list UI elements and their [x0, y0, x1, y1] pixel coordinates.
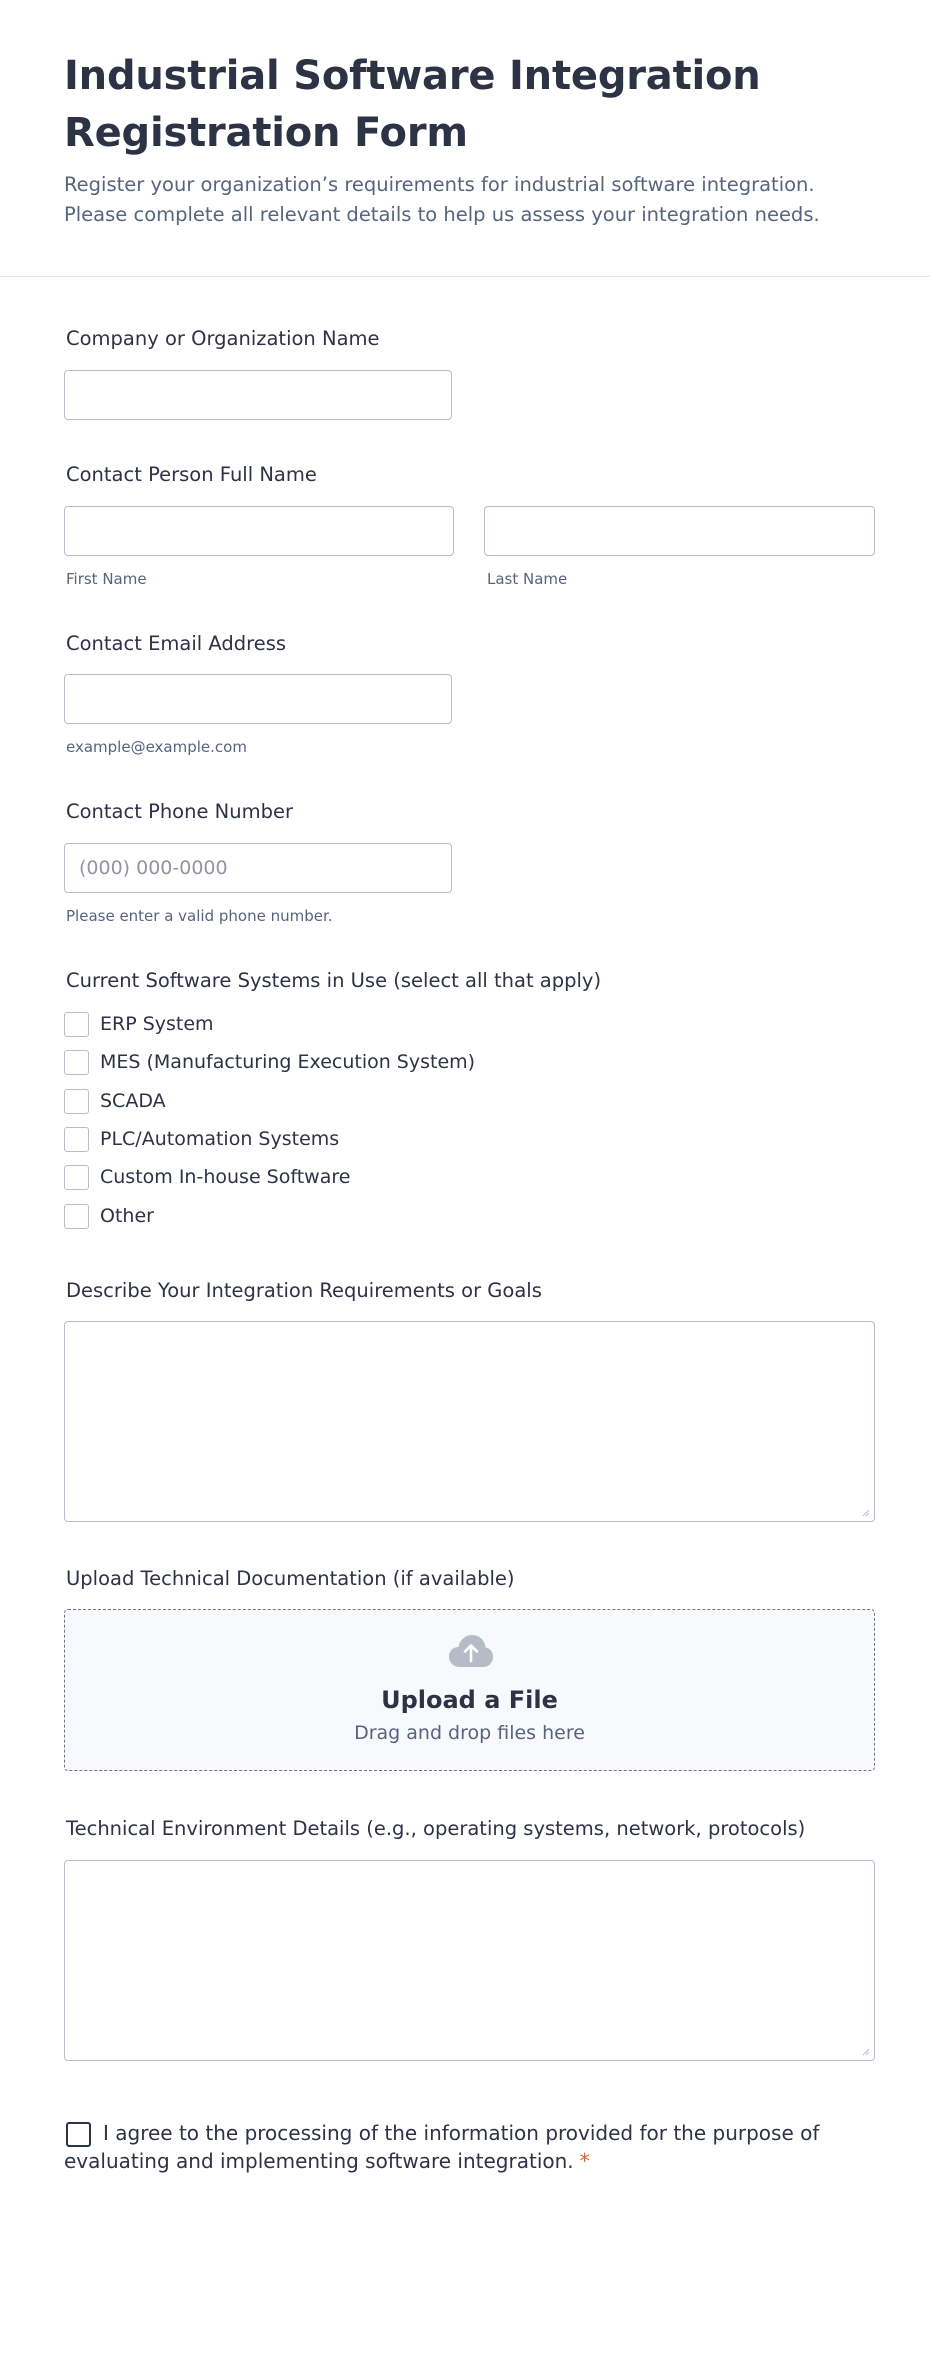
form-header	[64, 48, 874, 230]
checkbox-erp[interactable]	[64, 1011, 214, 1037]
resize-handle-icon[interactable]	[862, 2048, 870, 2056]
checkbox-scada[interactable]	[64, 1088, 166, 1114]
checkbox-box[interactable]	[64, 1012, 89, 1037]
checkbox-box[interactable]	[64, 1089, 89, 1114]
checkbox-label: Custom In-house Software	[100, 1166, 351, 1188]
checkbox-label: MES (Manufacturing Execution System)	[100, 1051, 476, 1073]
upload-title: Upload a File	[381, 1686, 558, 1714]
company-label: Company or Organization Name	[66, 327, 380, 350]
checkbox-label: PLC/Automation Systems	[100, 1128, 340, 1150]
checkbox-label: ERP System	[100, 1013, 214, 1035]
checkbox-plc[interactable]	[64, 1126, 339, 1152]
checkbox-mes[interactable]	[64, 1049, 475, 1075]
email-sublabel: example@example.com	[66, 738, 247, 756]
email-input[interactable]	[64, 674, 452, 724]
cloud-upload-icon	[448, 1634, 494, 1668]
checkbox-box[interactable]	[64, 1127, 89, 1152]
form-subtitle: Register your organization’s requirements for industrial software integration. Please complete all relevant details to help us assess your integration needs.	[64, 173, 820, 226]
checkbox-label: Other	[100, 1205, 154, 1227]
file-upload-dropzone[interactable]	[64, 1609, 875, 1771]
environment-label: Technical Environment Details (e.g., operating systems, network, protocols)	[66, 1817, 806, 1840]
phone-label: Contact Phone Number	[66, 800, 294, 823]
form-title: Industrial Software Integration Registration Form	[64, 53, 761, 156]
checkbox-label: SCADA	[100, 1090, 166, 1112]
requirements-label: Describe Your Integration Requirements or Goals	[66, 1279, 542, 1302]
last-name-input[interactable]	[484, 506, 875, 556]
checkbox-box[interactable]	[64, 1204, 89, 1229]
email-label: Contact Email Address	[66, 632, 287, 655]
company-input[interactable]	[64, 370, 452, 420]
environment-textarea[interactable]	[64, 1860, 875, 2061]
first-name-input[interactable]	[64, 506, 454, 556]
phone-input[interactable]	[64, 843, 452, 893]
required-mark: *	[579, 2149, 590, 2173]
checkbox-other[interactable]	[64, 1203, 154, 1229]
checkbox-box[interactable]	[64, 1165, 89, 1190]
consent-text: I agree to the processing of the information provided for the purpose of evaluating and implementing software integration.	[64, 2121, 820, 2173]
phone-sublabel: Please enter a valid phone number.	[66, 907, 333, 925]
systems-label: Current Software Systems in Use (select all that apply)	[66, 969, 602, 992]
header-divider	[0, 276, 930, 277]
checkbox-custom[interactable]	[64, 1164, 350, 1190]
resize-handle-icon[interactable]	[862, 1509, 870, 1517]
contact-name-label: Contact Person Full Name	[66, 463, 317, 486]
last-name-sublabel: Last Name	[487, 570, 568, 588]
requirements-textarea[interactable]	[64, 1321, 875, 1522]
upload-label: Upload Technical Documentation (if available)	[66, 1567, 515, 1590]
upload-subtitle: Drag and drop files here	[354, 1722, 585, 1744]
checkbox-box[interactable]	[64, 1050, 89, 1075]
first-name-sublabel: First Name	[66, 570, 147, 588]
consent-label	[64, 2119, 824, 2175]
